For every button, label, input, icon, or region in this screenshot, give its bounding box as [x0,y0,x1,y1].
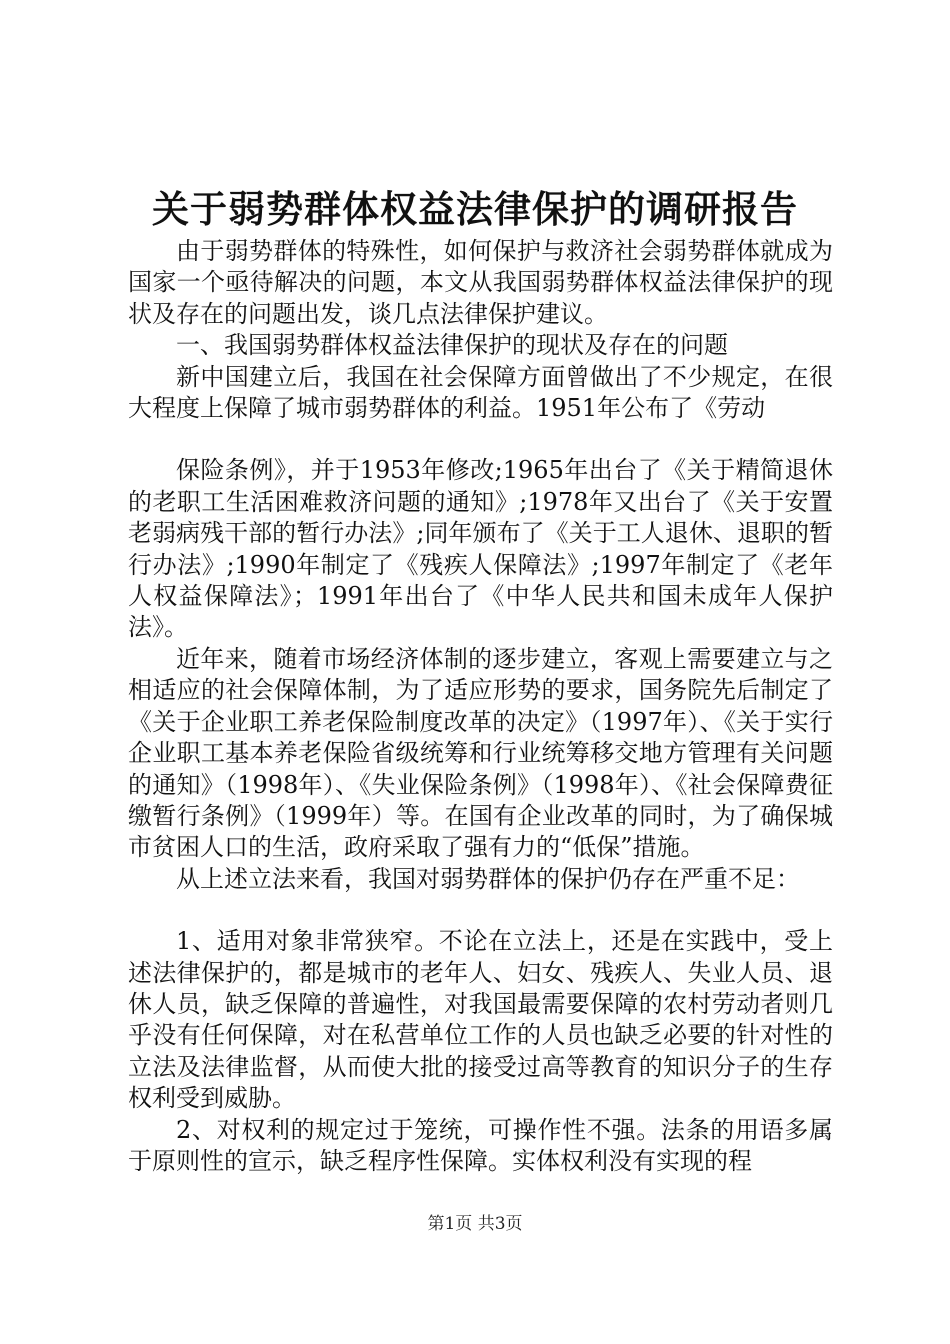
paragraph-point-2: 2、对权利的规定过于笼统，可操作性不强。法条的用语多属于原则性的宣示，缺乏程序性保障。实体权利没有实现的程 [128,1115,833,1175]
paragraph-history: 新中国建立后，我国在社会保障方面曾做出了不少规定，在很大程度上保障了城市弱势群体的利益。1951年公布了《劳动 [128,362,833,423]
paragraph-summary: 从上述立法来看，我国对弱势群体的保护仍存在严重不足： [176,864,800,893]
paragraph-recent: 近年来，随着市场经济体制的逐步建立，客观上需要建立与之相适应的社会保障体制，为了适应形势的要求，国务院先后制定了《关于企业职工养老保险制度改革的决定》（1997年）、《关于实行企业职工基本养老保险省级统筹和行业统筹移交地方管理有关问题的通知》（1998年）、《失业保险条例》（1998年）、《社会保障费征缴暂行条例》（1999年）等。在国有企业改革的同时，为了确保城市贫困人口的生活，政府采取了强有力的“低保”措施。 [128,644,833,862]
section-heading-1: 一、我国弱势群体权益法律保护的现状及存在的问题 [176,331,728,360]
document-title: 关于弱势群体权益法律保护的调研报告 [152,187,798,231]
paragraph-point-1: 1、适用对象非常狭窄。不论在立法上，还是在实践中，受上述法律保护的，都是城市的老年人、妇女、残疾人、失业人员、退休人员，缺乏保障的普遍性，对我国最需要保障的农村劳动者则几乎没有任何保障，对在私营单位工作的人员也缺乏必要的针对性的立法及法律监督，从而使大批的接受过高等教育的知识分子的生存权利受到威胁。 [128,927,833,1113]
paragraph-laws: 保险条例》，并于1953年修改;1965年出台了《关于精简退休的老职工生活困难救济问题的通知》;1978年又出台了《关于安置老弱病残干部的暂行办法》;同年颁布了《关于工人退休、退职的暂行办法》;1990年制定了《残疾人保障法》;1997年制定了《老年人权益保障法》；1991年出台了《中华人民共和国未成年人保护法》。 [128,456,833,642]
page-footer: 第1页 共3页 [427,1214,523,1234]
paragraph-intro: 由于弱势群体的特殊性，如何保护与救济社会弱势群体就成为国家一个亟待解决的问题，本文从我国弱势群体权益法律保护的现状及存在的问题出发，谈几点法律保护建议。 [128,237,833,328]
document-body [128,236,833,1177]
